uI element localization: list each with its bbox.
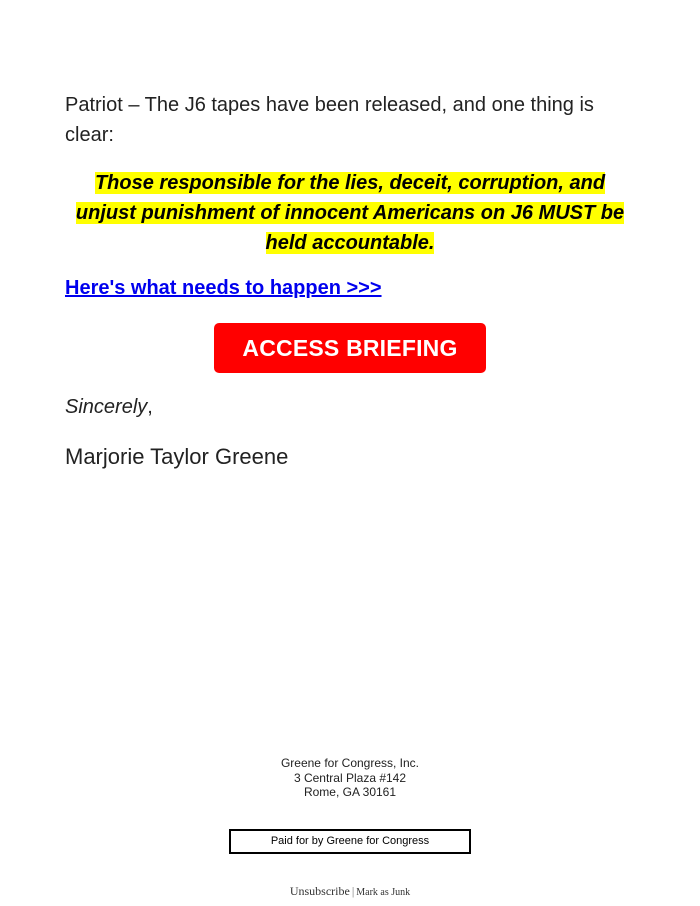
highlight-paragraph: [65, 168, 635, 258]
footer-links: [0, 883, 700, 901]
intro-paragraph: Patriot – The J6 tapes have been released, and one thing is clear:: [65, 94, 594, 146]
link-separator: |: [351, 884, 355, 898]
address-line-1: 3 Central Plaza #142: [293, 770, 407, 785]
footer-address: [0, 756, 700, 800]
access-briefing-button[interactable]: ACCESS BRIEFING: [214, 323, 486, 373]
signature: Marjorie Taylor Greene: [65, 444, 289, 469]
email-body: [65, 90, 635, 469]
highlighted-statement: Those responsible for the lies, deceit, corruption, and unjust punishment of innocent Americans on J6 MUST be held accountable.: [75, 172, 625, 254]
address-line-2: Rome, GA 30161: [303, 785, 397, 799]
signoff-word: Sincerely: [65, 396, 148, 418]
signoff: [65, 392, 153, 422]
mark-as-junk-link[interactable]: Mark as Junk: [356, 887, 411, 898]
paid-for-disclaimer: Paid for by Greene for Congress: [229, 829, 471, 854]
org-name: Greene for Congress, Inc.: [280, 756, 420, 770]
signoff-punctuation: ,: [147, 396, 153, 418]
whats-next-link[interactable]: Here's what needs to happen >>>: [65, 277, 382, 299]
button-row: [65, 323, 635, 373]
unsubscribe-link[interactable]: Unsubscribe: [289, 884, 350, 898]
